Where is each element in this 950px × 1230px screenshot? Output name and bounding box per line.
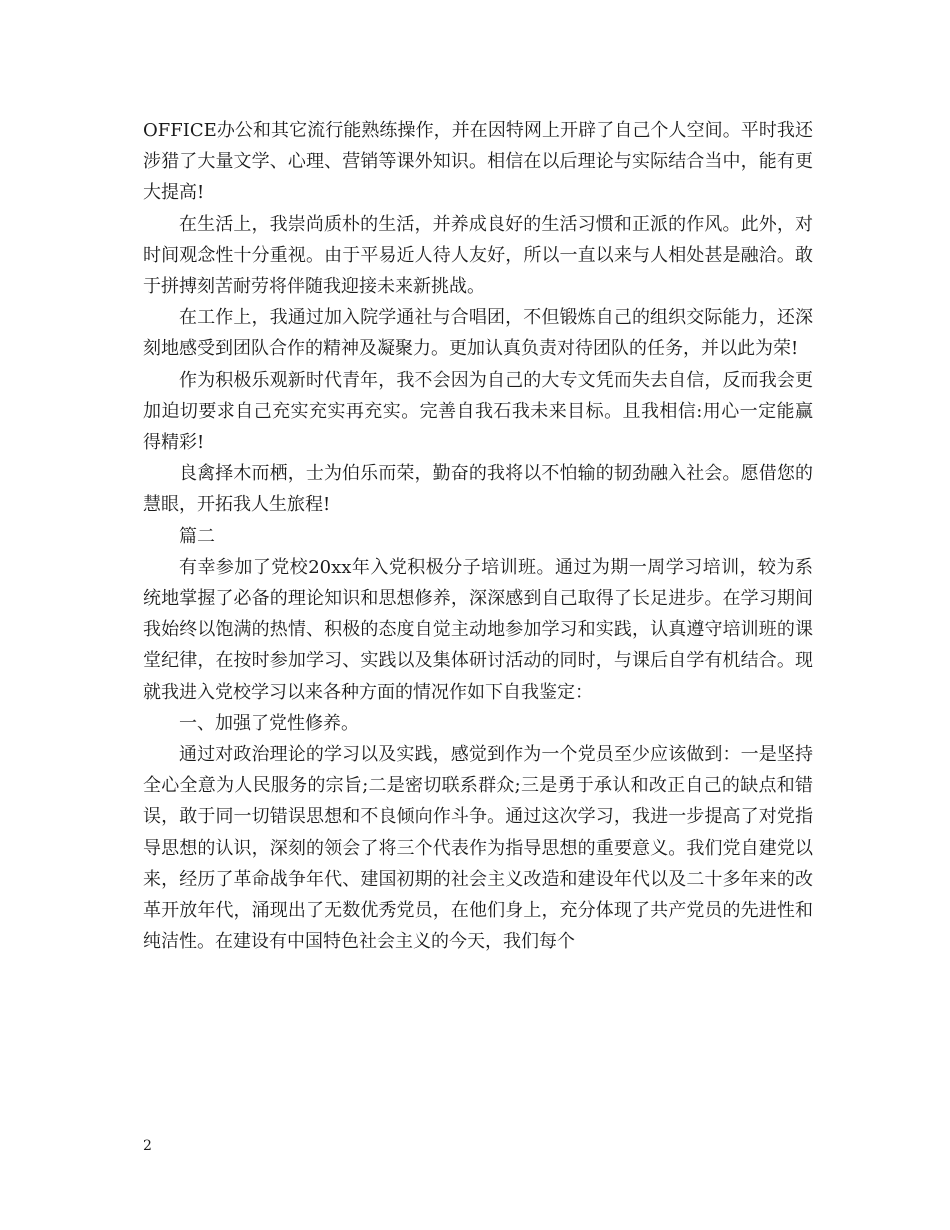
paragraph: 作为积极乐观新时代青年，我不会因为自己的大专文凭而失去自信，反而我会更加迫切要求自己充实充实再充实。完善自我石我未来目标。且我相信:用心一定能赢得精彩! <box>143 369 813 454</box>
paragraph: 有幸参加了党校20xx年入党积极分子培训班。通过为期一周学习培训，较为系统地掌握了必备的理论知识和思想修养，深深感到自己取得了长足进步。在学习期间我始终以饱满的热情、积极的态度自觉主动地参加学习和实践，认真遵守培训班的课堂纪律，在按时参加学习、实践以及集体研讨活动的同时，与课后自学有机结合。现就我进入党校学习以来各种方面的情况作如下自我鉴定： <box>143 556 813 703</box>
document-body <box>143 115 813 957</box>
page-number: 2 <box>143 1138 152 1154</box>
subsection-heading: 一、加强了党性修养。 <box>179 712 359 734</box>
section-heading: 篇二 <box>179 525 215 547</box>
paragraph: 通过对政治理论的学习以及实践，感觉到作为一个党员至少应该做到：一是坚持全心全意为人民服务的宗旨;二是密切联系群众;三是勇于承认和改正自己的缺点和错误，敢于同一切错误思想和不良倾向作斗争。通过这次学习，我进一步提高了对党指导思想的认识，深刻的领会了将三个代表作为指导思想的重要意义。我们党自建党以来，经历了革命战争年代、建国初期的社会主义改造和建设年代以及二十多年来的改革开放年代，涌现出了无数优秀党员，在他们身上，充分体现了共产党员的先进性和纯洁性。在建设有中国特色社会主义的今天，我们每个 <box>143 744 813 953</box>
paragraph: 良禽择木而栖，士为伯乐而荣，勤奋的我将以不怕输的韧劲融入社会。愿借您的慧眼，开拓我人生旅程! <box>143 463 813 516</box>
paragraph: 在工作上，我通过加入院学通社与合唱团，不但锻炼自己的组织交际能力，还深刻地感受到团队合作的精神及凝聚力。更加认真负责对待团队的任务，并以此为荣! <box>143 307 813 360</box>
paragraph: OFFICE办公和其它流行能熟练操作，并在因特网上开辟了自己个人空间。平时我还涉猎了大量文学、心理、营销等课外知识。相信在以后理论与实际结合当中，能有更大提高! <box>143 120 813 204</box>
paragraph: 在生活上，我崇尚质朴的生活，并养成良好的生活习惯和正派的作风。此外，对时间观念性十分重视。由于平易近人待人友好，所以一直以来与人相处甚是融洽。敢于拼搏刻苦耐劳将伴随我迎接未来新挑战。 <box>143 213 813 298</box>
